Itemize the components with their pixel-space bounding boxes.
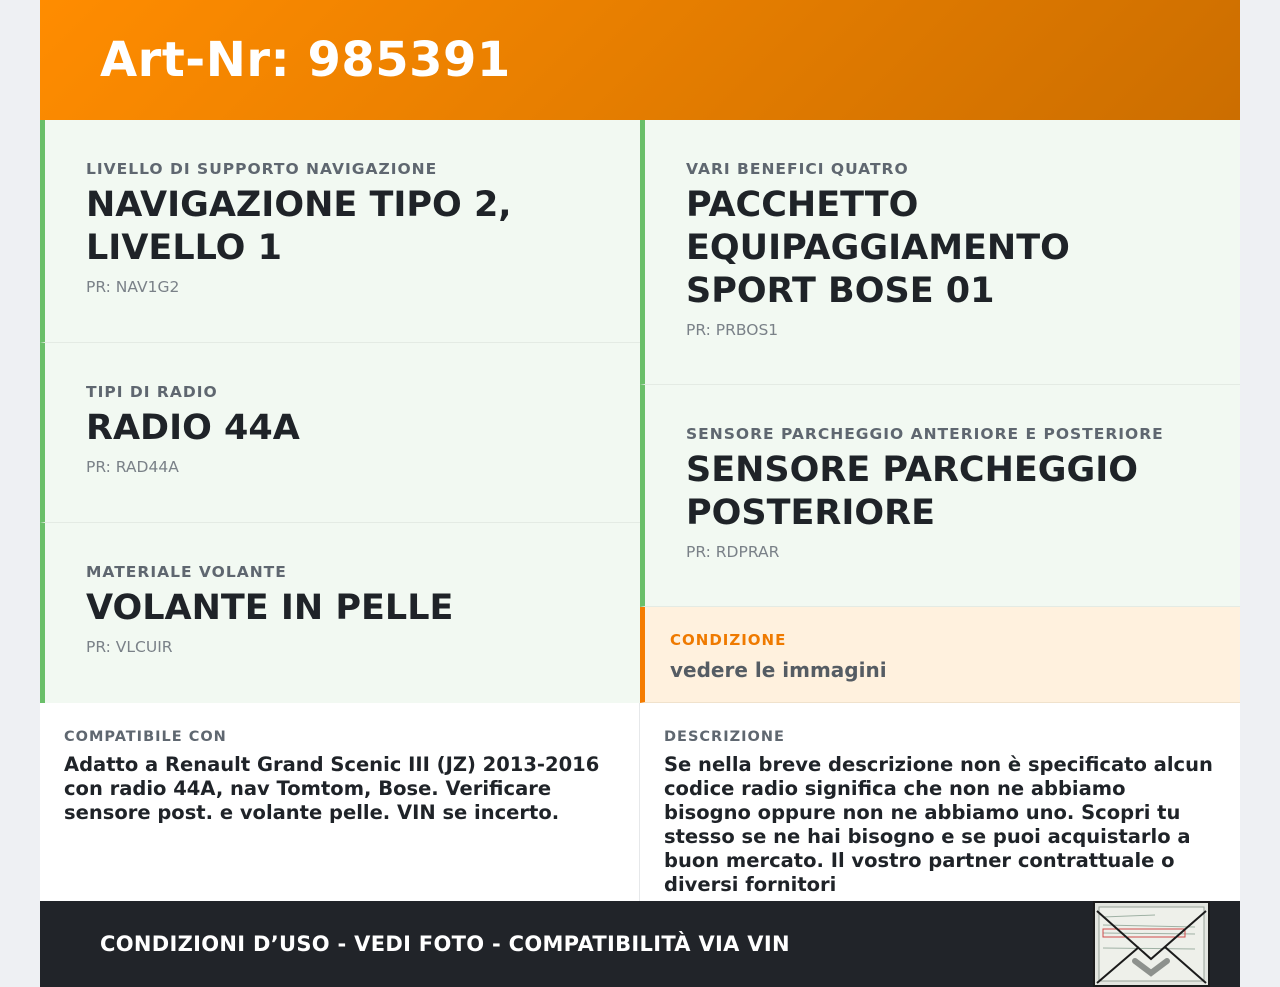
feature-columns (40, 120, 1240, 703)
footer-notice: CONDIZIONI D’USO - VEDI FOTO - COMPATIBILITÀ VIA VIN (100, 932, 790, 956)
feature-label: TIPI DI RADIO (86, 382, 218, 401)
right-feature-column (640, 120, 1240, 703)
description-label: DESCRIZIONE (664, 729, 785, 745)
feature-label: MATERIALE VOLANTE (86, 563, 287, 582)
feature-card-radio (40, 343, 640, 524)
feature-value: PACCHETTO EQUIPAGGIAMENTO SPORT BOSE 01 (686, 185, 1070, 311)
left-feature-column (40, 120, 640, 703)
condition-card (640, 607, 1240, 703)
feature-pr-code: PR: PRBOS1 (686, 321, 779, 339)
feature-pr-code: PR: NAV1G2 (86, 278, 180, 296)
article-number-title: Art-Nr: 985391 (100, 32, 511, 88)
description-box (640, 703, 1240, 901)
compatibility-box (40, 703, 640, 901)
feature-pr-code: PR: RDPRAR (686, 543, 780, 562)
condition-label: CONDIZIONE (670, 630, 787, 649)
feature-value: VOLANTE IN PELLE (86, 588, 454, 629)
feature-pr-code: PR: RAD44A (86, 457, 179, 476)
document-photo-thumbnail-icon[interactable] (1093, 901, 1210, 987)
info-section (40, 703, 1240, 901)
condition-value: vedere le immagini (670, 657, 887, 682)
header-bar (40, 0, 1240, 120)
compatibility-text: Adatto a Renault Grand Scenic III (JZ) 2013-2016 con radio 44A, nav Tomtom, Bose. Verificare sensore post. e volante pelle. VIN se incerto. (64, 753, 600, 824)
description-text: Se nella breve descrizione non è specificato alcun codice radio significa che non ne abbiamo bisogno oppure non ne abbiamo uno. Scopri tu stesso se ne hai bisogno e se puoi acquistarlo a buon mercato. Il vostro partner contrattuale o diversi fornitori (664, 753, 1213, 896)
feature-value: NAVIGAZIONE TIPO 2, LIVELLO 1 (86, 185, 512, 268)
footer-bar (40, 901, 1240, 987)
feature-value: RADIO 44A (86, 407, 300, 448)
product-sheet (40, 0, 1240, 987)
feature-card-sport-package (640, 120, 1240, 385)
feature-card-steering-wheel (40, 523, 640, 703)
feature-label: VARI BENEFICI QUATRO (686, 160, 909, 178)
feature-label: LIVELLO DI SUPPORTO NAVIGAZIONE (86, 160, 438, 178)
compatibility-label: COMPATIBILE CON (64, 729, 227, 745)
feature-value: SENSORE PARCHEGGIO POSTERIORE (686, 450, 1139, 534)
feature-pr-code: PR: VLCUIR (86, 638, 173, 657)
feature-card-navigation (40, 120, 640, 343)
feature-label: SENSORE PARCHEGGIO ANTERIORE E POSTERIORE (686, 425, 1164, 444)
feature-card-parking-sensor (640, 385, 1240, 606)
